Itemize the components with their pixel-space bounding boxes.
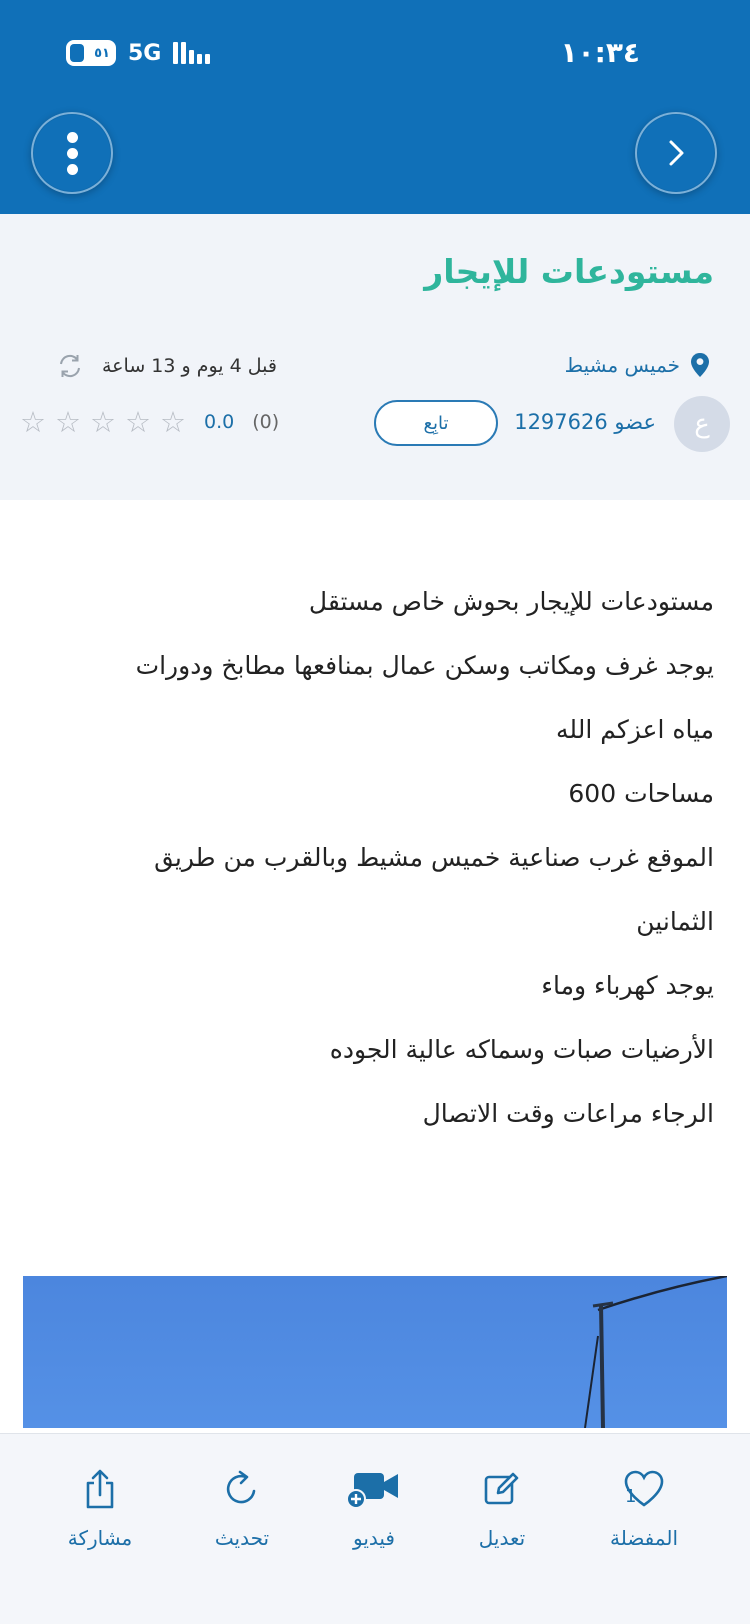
star-icon: ☆ (90, 405, 116, 439)
favorite-label: المفضلة (609, 1526, 679, 1550)
rating-count: (0) (252, 411, 280, 433)
listing-title: مستودعات للإيجار (424, 252, 714, 291)
refresh-button[interactable] (182, 1464, 302, 1550)
description-line: الرجاء مراعات وقت الاتصال (422, 1099, 714, 1128)
battery-level: ٥١ (94, 45, 110, 61)
sync-icon (56, 352, 84, 380)
description-line: يوجد غرف ومكاتب وسكن عمال بمنافعها مطابخ ودورات (135, 651, 714, 680)
more-options-button[interactable] (31, 112, 113, 194)
rating-value: 0.0 (204, 411, 235, 433)
network-type: 5G (128, 40, 162, 66)
member-id[interactable]: عضو 1297626 (514, 410, 656, 434)
description-line: مستودعات للإيجار بحوش خاص مستقل (308, 587, 714, 616)
app-header (0, 0, 750, 214)
location-pin-icon (690, 352, 710, 378)
description-line: يوجد كهرباء وماء (541, 971, 714, 1000)
description-line: الأرضيات صبات وسماكه عالية الجوده (329, 1035, 714, 1064)
posted-time-row (56, 352, 277, 380)
star-icon: ☆ (20, 405, 46, 439)
avatar[interactable]: ع (674, 396, 730, 452)
star-icon: ☆ (160, 405, 186, 439)
status-indicators (66, 40, 210, 66)
power-pole-drawing (23, 1276, 727, 1428)
more-vertical-icon (67, 132, 78, 175)
share-label: مشاركة (67, 1526, 133, 1550)
favorite-button[interactable] (584, 1464, 704, 1550)
description-line: مياه اعزكم الله (556, 715, 714, 744)
location-text: خميس مشيط (564, 353, 680, 377)
bottom-action-bar (0, 1433, 750, 1624)
battery-icon (66, 40, 116, 66)
description-line: الثمانين (636, 907, 714, 936)
location-row[interactable] (565, 352, 710, 378)
back-button[interactable] (635, 112, 717, 194)
listing-photo[interactable] (23, 1276, 727, 1428)
listing-info (0, 214, 750, 500)
signal-icon (173, 42, 210, 64)
video-label: فيديو (353, 1526, 395, 1550)
refresh-icon (222, 1469, 262, 1509)
follow-button[interactable]: تابِع (374, 400, 498, 446)
share-button[interactable] (40, 1464, 160, 1550)
edit-button[interactable] (442, 1464, 562, 1550)
description-line: الموقع غرب صناعية خميس مشيط وبالقرب من طريق (154, 843, 714, 872)
video-button[interactable] (314, 1464, 434, 1550)
star-icon: ☆ (125, 405, 151, 439)
video-icon (346, 1467, 402, 1511)
status-time: ١٠:٣٤ (560, 36, 640, 69)
edit-label: تعديل (478, 1526, 526, 1550)
rating (20, 406, 279, 438)
share-icon (82, 1468, 118, 1510)
chevron-right-icon (660, 137, 692, 169)
favorite-count: 1 (625, 1486, 637, 1507)
star-icon: ☆ (55, 405, 81, 439)
description-line: مساحات 600 (568, 779, 714, 808)
refresh-label: تحديث (214, 1526, 270, 1550)
listing-description (34, 570, 714, 1146)
posted-time: قبل 4 يوم و 13 ساعة (102, 355, 277, 377)
star-rating (20, 406, 186, 438)
edit-icon (482, 1469, 522, 1509)
